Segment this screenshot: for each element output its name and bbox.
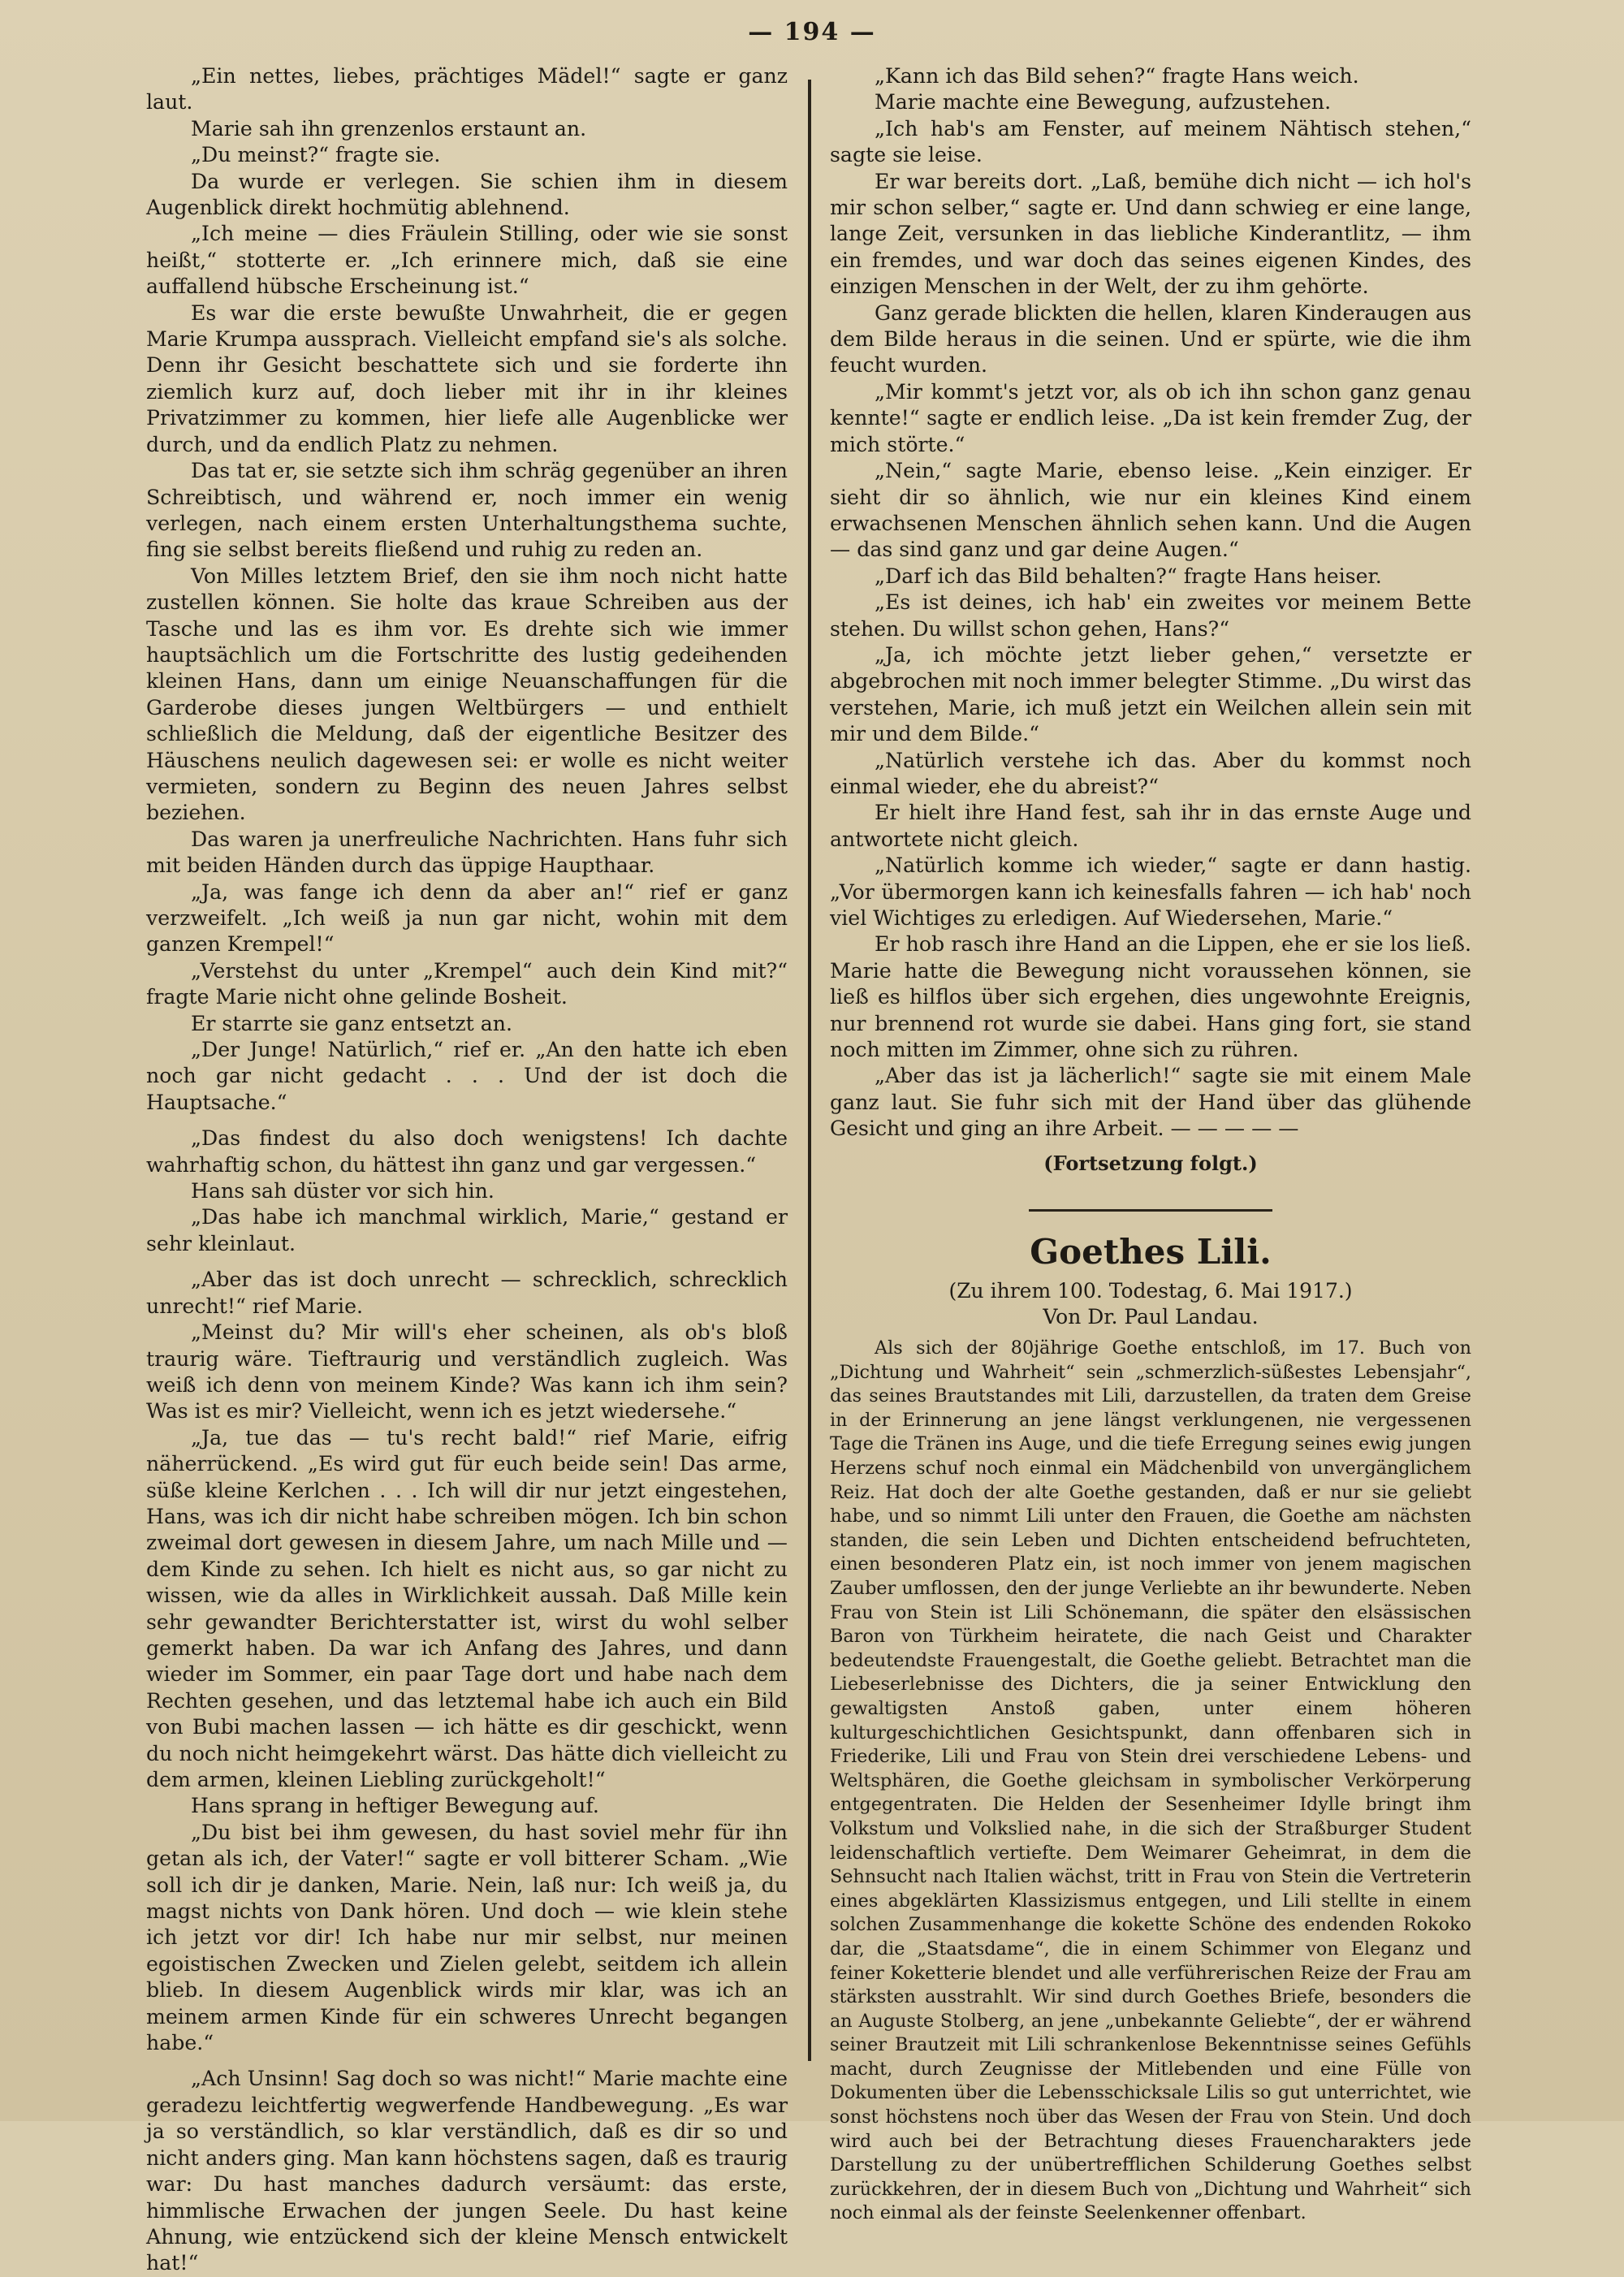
article-separator	[1029, 1209, 1272, 1212]
paragraph: Marie sah ihn grenzenlos erstaunt an.	[191, 116, 587, 140]
left-column	[146, 63, 788, 2277]
paragraph: „Kann ich das Bild sehen?“ fragte Hans weich.	[875, 64, 1359, 88]
column-divider	[808, 80, 811, 2061]
paragraph: „Das habe ich manchmal wirklich, Marie,“ gestand er sehr kleinlaut.	[146, 1205, 788, 1255]
paragraph: „Aber das ist doch unrecht — schrecklich, schrecklich unrecht!“ rief Marie.	[146, 1268, 788, 1318]
paragraph: „Ja, ich möchte jetzt lieber gehen,“ versetzte er abgebrochen mit noch immer belegter Stimme. „Du wirst das verstehen, Marie, ich muß jetzt ein Weilchen allein sein mit mir und dem Bilde.“	[830, 642, 1471, 746]
paragraph: Das tat er, sie setzte sich ihm schräg gegenüber an ihren Schreibtisch, und während er, noch immer ein wenig verlegen, nach einem ersten Unterhaltungsthema suchte, fing sie selbst bereits fließend und ruhig zu reden an.	[146, 459, 788, 562]
paragraph: „Mir kommt's jetzt vor, als ob ich ihn schon ganz genau kennte!“ sagte er endlich leise. „Da ist kein fremder Zug, der mich störte.“	[830, 379, 1471, 456]
paragraph: Da wurde er verlegen. Sie schien ihm in diesem Augenblick direkt hochmütig ablehnend.	[146, 169, 788, 220]
continuation-note: (Fortsetzung folgt.)	[1043, 1151, 1258, 1175]
paragraph: Es war die erste bewußte Unwahrheit, die er gegen Marie Krumpa aussprach. Vielleicht empfand sie's als solche. Denn ihr Gesicht beschattete sich und sie forderte ihn ziemlich kurz auf, doch lieber mit ihr in ihr kleines Privatzimmer zu kommen, hier liefe alle Augenblicke wer durch, und da endlich Platz zu nehmen.	[146, 300, 788, 456]
paragraph: Von Milles letztem Brief, den sie ihm noch nicht hatte zustellen können. Sie holte das kraue Schreiben aus der Tasche und las es ihm vor. Es drehte sich wie immer hauptsächlich um die Fortschritte des lustig gedeihenden kleinen Hans, dann um einige Neuanschaffungen für die Garderobe dieses jungen Weltbürgers — und enthielt schließlich die Meldung, daß der eigentliche Besitzer des Häuschens neulich dagewesen sei: er wolle es nicht weiter vermieten, sondern zu Beginn des neuen Jahres selbst beziehen.	[146, 564, 788, 825]
article-title: Goethes Lili.	[1030, 1232, 1272, 1272]
paragraph: „Natürlich verstehe ich das. Aber du kommst noch einmal wieder, ehe du abreist?“	[830, 748, 1471, 798]
paragraph: Er starrte sie ganz entsetzt an.	[191, 1011, 512, 1035]
paragraph: „Aber das ist ja lächerlich!“ sagte sie mit einem Male ganz laut. Sie fuhr sich mit der Hand über das glühende Gesicht und ging an ihre Arbeit. — — — — —	[830, 1064, 1471, 1141]
paragraph: „Ein nettes, liebes, prächtiges Mädel!“ sagte er ganz laut.	[146, 64, 788, 114]
paragraph: Er hob rasch ihre Hand an die Lippen, ehe er sie los ließ. Marie hatte die Bewegung nicht voraussehen können, sie ließ es hilflos über sich ergehen, dies ungewohnte Ereignis, nur brennend rot wurde sie dabei. Hans ging fort, sie stand noch mitten im Zimmer, ohne sich zu rühren.	[830, 932, 1471, 1062]
paragraph: „Das findest du also doch wenigstens! Ich dachte wahrhaftig schon, du hättest ihn ganz und gar vergessen.“	[146, 1126, 788, 1177]
paragraph: Das waren ja unerfreuliche Nachrichten. Hans fuhr sich mit beiden Händen durch das üppige Haupthaar.	[146, 827, 788, 878]
paragraph: „Darf ich das Bild behalten?“ fragte Hans heiser.	[875, 564, 1382, 588]
paragraph: Hans sah düster vor sich hin.	[191, 1179, 495, 1203]
page-number: — 194 —	[748, 18, 876, 46]
article-author: Von Dr. Paul Landau.	[1043, 1305, 1259, 1329]
paragraph: „Natürlich komme ich wieder,“ sagte er dann hastig. „Vor übermorgen kann ich keinesfalls fahren — ich hab' noch viel Wichtiges zu erledigen. Auf Wiedersehen, Marie.“	[830, 853, 1471, 930]
paragraph: „Verstehst du unter „Krempel“ auch dein Kind mit?“ fragte Marie nicht ohne gelinde Bosheit.	[146, 958, 788, 1009]
paragraph: „Ach Unsinn! Sag doch so was nicht!“ Marie machte eine geradezu leichtfertig wegwerfende Handbewegung. „Es war ja so verständlich, so klar verständlich, daß es dir so und nicht anders ging. Man kann höchstens sagen, daß es traurig war: Du hast manches dadurch versäumt: das erste, himmlische Erwachen der jungen Seele. Du hast keine Ahnung, wie entzückend sich der kleine Mensch entwickelt hat!“	[146, 2067, 788, 2275]
paragraph: „Meinst du? Mir will's eher scheinen, als ob's bloß traurig wäre. Tieftraurig und verständlich zugleich. Was weiß ich denn von meinem Kinde? Was kann ich ihm sein? Was ist es mir? Vielleicht, wenn ich es jetzt wiedersehe.“	[146, 1320, 788, 1424]
paragraph: Ganz gerade blickten die hellen, klaren Kinderaugen aus dem Bilde heraus in die seinen. Und er spürte, wie die ihm feucht wurden.	[830, 300, 1471, 378]
paragraph: Er hielt ihre Hand fest, sah ihr in das ernste Auge und antwortete nicht gleich.	[830, 801, 1471, 851]
paragraph: Marie machte eine Bewegung, aufzustehen.	[875, 90, 1332, 114]
paragraph: „Ich meine — dies Fräulein Stilling, oder wie sie sonst heißt,“ stotterte er. „Ich erinnere mich, daß sie eine auffallend hübsche Erscheinung ist.“	[146, 222, 788, 299]
article-body	[830, 1337, 1471, 2226]
paragraph: Er war bereits dort. „Laß, bemühe dich nicht — ich hol's mir schon selber,“ sagte er. Und dann schwieg er eine lange, lange Zeit, versunken in das liebliche Kinderantlitz, — ihm ein fremdes, und war doch das seines eigenen Kindes, des einzigen Menschen in der Welt, der zu ihm gehörte.	[830, 169, 1471, 299]
paragraph: „Ja, was fange ich denn da aber an!“ rief er ganz verzweifelt. „Ich weiß ja nun gar nicht, wohin mit dem ganzen Krempel!“	[146, 879, 788, 957]
article-subtitle: (Zu ihrem 100. Todestag, 6. Mai 1917.)	[948, 1279, 1353, 1303]
paragraph: „Ja, tue das — tu's recht bald!“ rief Marie, eifrig näherrückend. „Es wird gut für euch beide sein! Das arme, süße kleine Kerlchen . . . Ich will dir nur jetzt eingestehen, Hans, was ich dir nicht habe schreiben mögen. Ich bin schon zweimal dort gewesen in diesem Jahre, um nach Mille und — dem Kinde zu sehen. Ich hielt es nicht aus, so gar nicht zu wissen, wie da alles in Wirklichkeit aussah. Daß Mille kein sehr gewandter Berichterstatter ist, wirst du wohl selber gemerkt haben. Da war ich Anfang des Jahres, und dann wieder im Sommer, ein paar Tage dort und habe nach dem Rechten gesehen, und das letztemal habe ich auch ein Bild von Bubi machen lassen — ich hätte es dir geschickt, wenn du noch nicht heimgekehrt wärst. Das hätte dich vielleicht zu dem armen, kleinen Liebling zurückgeholt!“	[146, 1425, 788, 1791]
right-column	[830, 63, 1471, 2226]
paragraph: „Du bist bei ihm gewesen, du hast soviel mehr für ihn getan als ich, der Vater!“ sagte er voll bitterer Scham. „Wie soll ich dir je danken, Marie. Nein, laß nur: Ich weiß ja, du magst nichts von Dank hören. Und doch — wie klein stehe ich jetzt vor dir! Ich habe nur mir selbst, nur meinen egoistischen Zwecken und Zielen gelebt, seitdem ich allein blieb. In diesem Augenblick wirds mir klar, was ich an meinem armen Kinde für ein schweres Unrecht begangen habe.“	[146, 1820, 788, 2055]
article-paragraph: Als sich der 80jährige Goethe entschloß, im 17. Buch von „Dichtung und Wahrheit“ sein „schmerzlich-süßestes Lebensjahr“, das seines Brautstandes mit Lili, darzustellen, da traten dem Greise in der Erinnerung an jene längst verklungenen, nie vergessenen Tage die Tränen ins Auge, und die tiefe Erregung seines ewig jungen Herzens schuf noch einmal ein Mädchenbild von unvergänglichem Reiz. Hat doch der alte Goethe gestanden, daß er nur sie geliebt habe, und so nimmt Lili unter den Frauen, die Goethe am nächsten standen, die sein Leben und Dichten entscheidend befruchteten, einen besonderen Platz ein, ist noch immer von jenem magischen Zauber umflossen, den der junge Verliebte an ihr bewunderte. Neben Frau von Stein ist Lili Schönemann, die später den elsässischen Baron von Türkheim heiratete, die nach Geist und Charakter bedeutendste Frauengestalt, die Goethe geliebt. Betrachtet man die Liebeserlebnisse des Dichters, die ja seiner Entwicklung den gewaltigsten Anstoß gaben, unter einem höheren kulturgeschichtlichen Gesichtspunkt, dann offenbaren sich in Friederike, Lili und Frau von Stein drei verschiedene Lebens- und Weltsphären, die Goethe gleichsam in symbolischer Verkörperung entgegentraten. Die Helden der Sesenheimer Idylle bringt ihm Volkstum und Volkslied nahe, in die sich der Straßburger Student leidenschaftlich vertiefte. Dem Weimarer Geheimrat, in dem die Sehnsucht nach Italien wächst, tritt in Frau von Stein die Vertreterin eines abgeklärten Klassizismus entgegen, und Lili stellte in einem solchen Zusammenhange die kokette Schöne des endenden Rokoko dar, die „Staatsdame“, die in einem Schimmer von Eleganz und feiner Koketterie blendet und alle verführerischen Reize der Frau am stärksten ausstrahlt. Wir sind durch Goethes Briefe, besonders die an Auguste Stolberg, an jene „unbekannte Geliebte“, der er während seiner Brautzeit mit Lili schrankenlose Bekenntnisse seines Gefühls macht, durch Zeugnisse der Mitlebenden und eine Fülle von Dokumenten über die Lebensschicksale Lilis so gut unterrichtet, wie sonst höchstens noch über das Wesen der Frau von Stein. Und doch wird auch bei der Betrachtung dieses Frauencharakters jede Darstellung zu der unübertrefflichen Schilderung Goethes selbst zurückkehren, der in diesem Buch von „Dichtung und Wahrheit“ sich noch einmal als der feinste Seelenkenner offenbart.	[830, 1337, 1471, 2224]
paragraph: „Nein,“ sagte Marie, ebenso leise. „Kein einziger. Er sieht dir so ähnlich, wie nur ein kleines Kind einem erwachsenen Menschen ähnlich sehen kann. Und die Augen — das sind ganz und gar deine Augen.“	[830, 459, 1471, 562]
paragraph: „Es ist deines, ich hab' ein zweites vor meinem Bette stehen. Du willst schon gehen, Hans?“	[830, 590, 1471, 641]
paragraph: „Ich hab's am Fenster, auf meinem Nähtisch stehen,“ sagte sie leise.	[830, 116, 1471, 167]
paragraph: „Du meinst?“ fragte sie.	[191, 143, 441, 167]
paragraph: „Der Junge! Natürlich,“ rief er. „An den hatte ich eben noch gar nicht gedacht . . . Und der ist doch die Hauptsache.“	[146, 1038, 788, 1114]
paragraph: Hans sprang in heftiger Bewegung auf.	[191, 1794, 599, 1818]
